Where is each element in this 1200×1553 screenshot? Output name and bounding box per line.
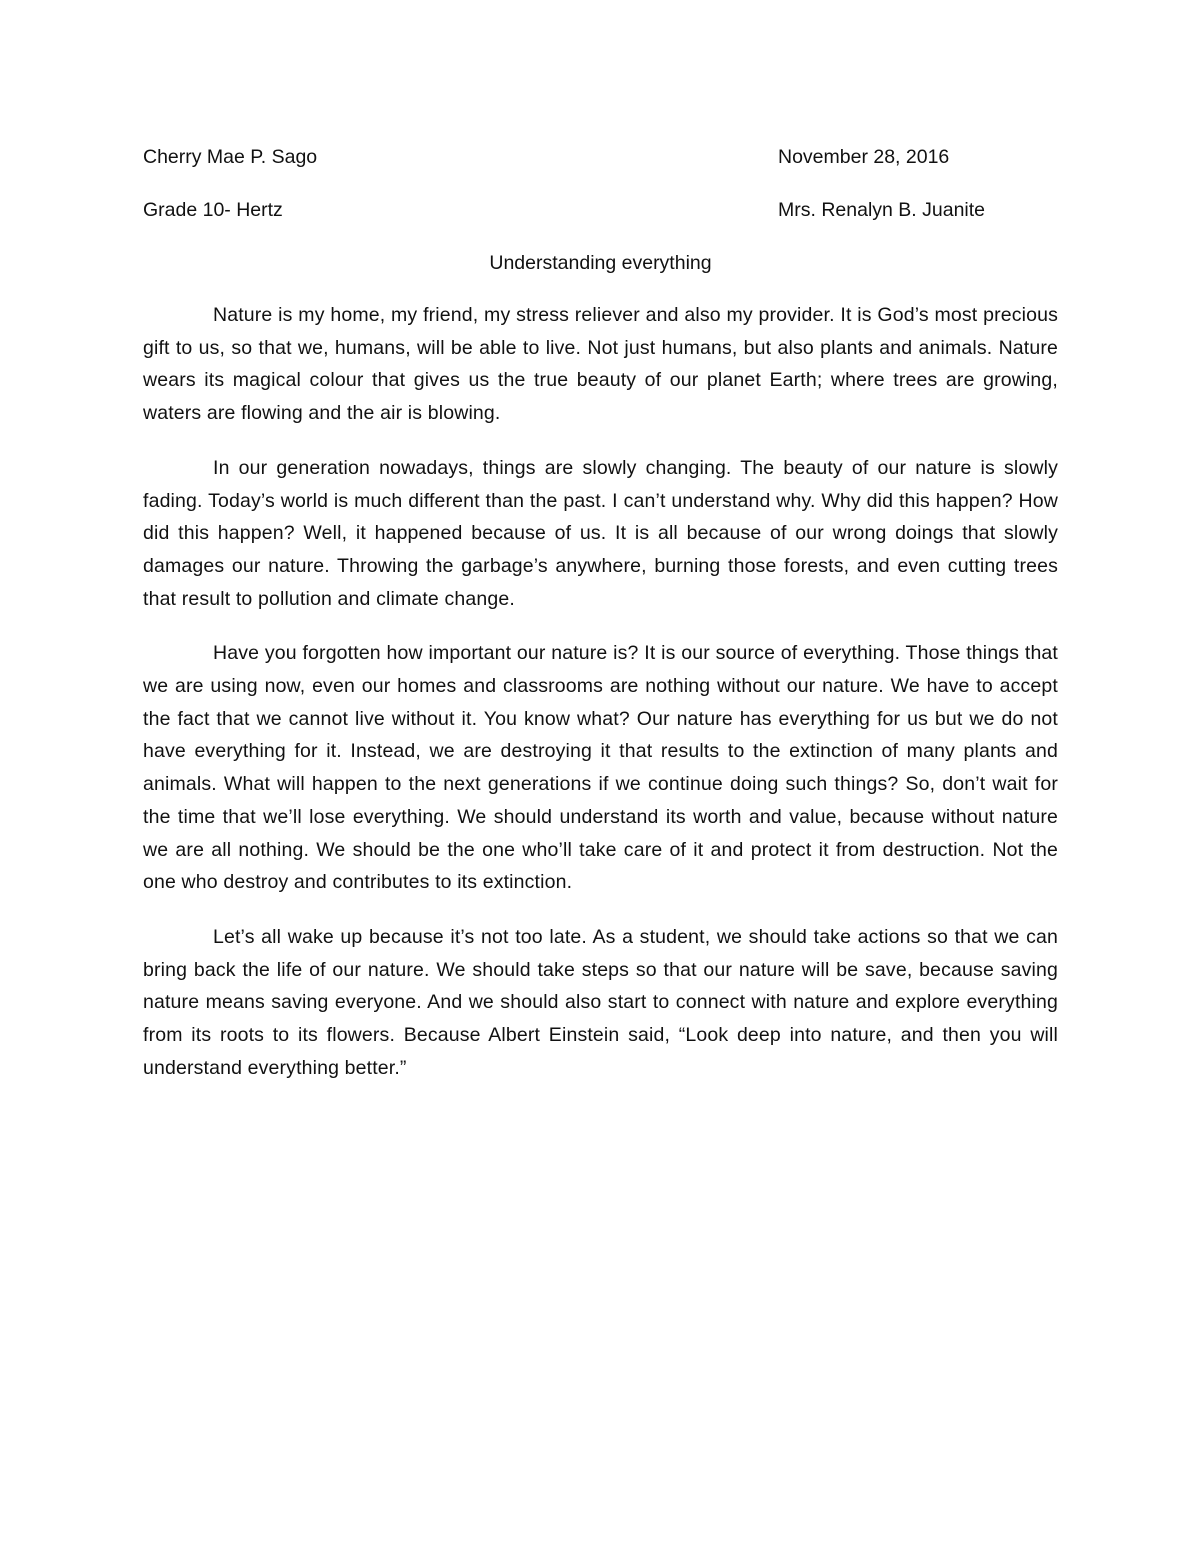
paragraph-4: Let’s all wake up because it’s not too late. As a student, we should take actions so that we can bring back the life of our nature. We should take steps so that our nature will be save, because saving nature means saving everyone. And we should also start to connect with nature and explore everything from its roots to its flowers. Because Albert Einstein said, “Look deep into nature, and then you will understand everything better.”	[143, 925, 1058, 1079]
essay-title: Understanding everything	[489, 252, 712, 274]
header-row-grade-teacher	[143, 195, 1058, 225]
grade-section: Grade 10- Hertz	[143, 199, 283, 221]
teacher-name: Mrs. Renalyn B. Juanite	[778, 199, 986, 221]
essay-body	[143, 299, 1058, 1106]
paragraph-3: Have you forgotten how important our nature is? It is our source of everything. Those things that we are using now, even our homes and classrooms are nothing without our nature. We have to accept the fact that we cannot live without it. You know what? Our nature has everything for us but we do not have everything for it. Instead, we are destroying it that results to the extinction of many plants and animals. What will happen to the next generations if we continue doing such things? So, don’t wait for the time that we’ll lose everything. We should understand its worth and value, because without nature we are all nothing. We should be the one who’ll take care of it and protect it from destruction. Not the one who destroy and contributes to its extinction.	[143, 642, 1058, 894]
student-name: Cherry Mae P. Sago	[143, 146, 318, 168]
paragraph-1: Nature is my home, my friend, my stress reliever and also my provider. It is God’s most precious gift to us, so that we, humans, will be able to live. Not just humans, but also plants and animals. Nature wears its magical colour that gives us the true beauty of our planet Earth; where trees are growing, waters are flowing and the air is blowing.	[143, 304, 1058, 425]
essay-date: November 28, 2016	[778, 146, 950, 168]
paragraph-2: In our generation nowadays, things are slowly changing. The beauty of our nature is slowly fading. Today’s world is much different than the past. I can’t understand why. Why did this happen? How did this happen? Well, it happened because of us. It is all because of our wrong doings that slowly damages our nature. Throwing the garbage’s anywhere, burning those forests, and even cutting trees that result to pollution and climate change.	[143, 456, 1058, 610]
header-row-name-date	[143, 142, 1058, 172]
